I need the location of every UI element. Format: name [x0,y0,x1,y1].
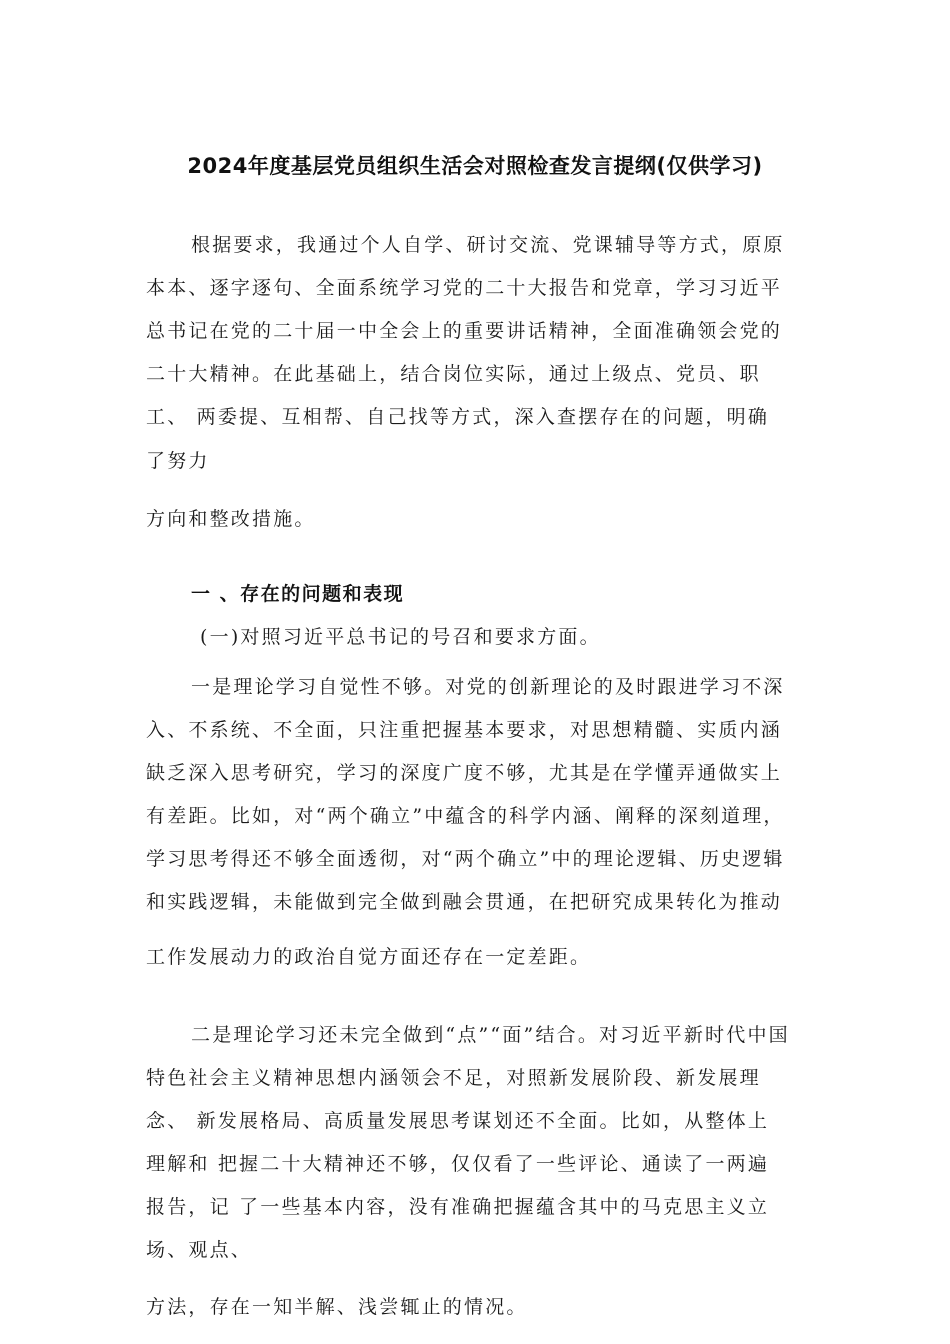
intro-line: 根据要求，我通过个人自学、研讨交流、党课辅导等方式，原原 [191,234,785,256]
intro-line: 二十大精神。在此基础上，结合岗位实际，通过上级点、党员、职 [146,363,761,385]
para2-line: 二是理论学习还未完全做到“点”“面”结合。对习近平新时代中国 [191,1024,790,1046]
para2-line: 特色社会主义精神思想内涵领会不足，对照新发展阶段、新发展理 [146,1067,761,1089]
para2-line: 场、观点、 [146,1239,253,1261]
para1-line: 缺乏深入思考研究，学习的深度广度不够，尤其是在学懂弄通做实上 [146,762,783,784]
document-title: 2024年度基层党员组织生活会对照检查发言提纲(仅供学习) [187,154,763,178]
intro-line: 本本、逐字逐句、全面系统学习党的二十大报告和党章，学习习近平 [146,277,783,299]
para2-line: 报告，记 了一些基本内容，没有准确把握蕴含其中的马克思主义立 [146,1196,770,1218]
para2-line: 方法，存在一知半解、浅尝辄止的情况。 [146,1296,528,1318]
para1-line: 一是理论学习自觉性不够。对党的创新理论的及时跟进学习不深 [191,676,785,698]
para2-line: 念、 新发展格局、高质量发展思考谋划还不全面。比如，从整体上 [146,1110,770,1132]
para2-line: 理解和 把握二十大精神还不够，仅仅看了一些评论、通读了一两遍 [146,1153,770,1175]
section-heading: 一 、存在的问题和表现 [191,583,405,605]
para1-line: 工作发展动力的政治自觉方面还存在一定差距。 [146,946,592,968]
intro-line: 工、 两委提、互相帮、自己找等方式，深入查摆存在的问题，明确 [146,406,770,428]
para1-line: 有差距。比如，对“两个确立”中蕴含的科学内涵、阐释的深刻道理， [146,805,785,827]
intro-line: 总书记在党的二十届一中全会上的重要讲话精神，全面准确领会党的 [146,320,783,342]
para1-line: 和实践逻辑，未能做到完全做到融会贯通，在把研究成果转化为推动 [146,891,783,913]
subsection-heading: (一)对照习近平总书记的号召和要求方面。 [200,626,601,648]
intro-line: 了努力 [146,450,210,472]
para1-line: 学习思考得还不够全面透彻，对“两个确立”中的理论逻辑、历史逻辑 [146,848,785,870]
para1-line: 入、不系统、不全面，只注重把握基本要求，对思想精髓、实质内涵 [146,719,783,741]
intro-line: 方向和整改措施。 [146,508,316,530]
